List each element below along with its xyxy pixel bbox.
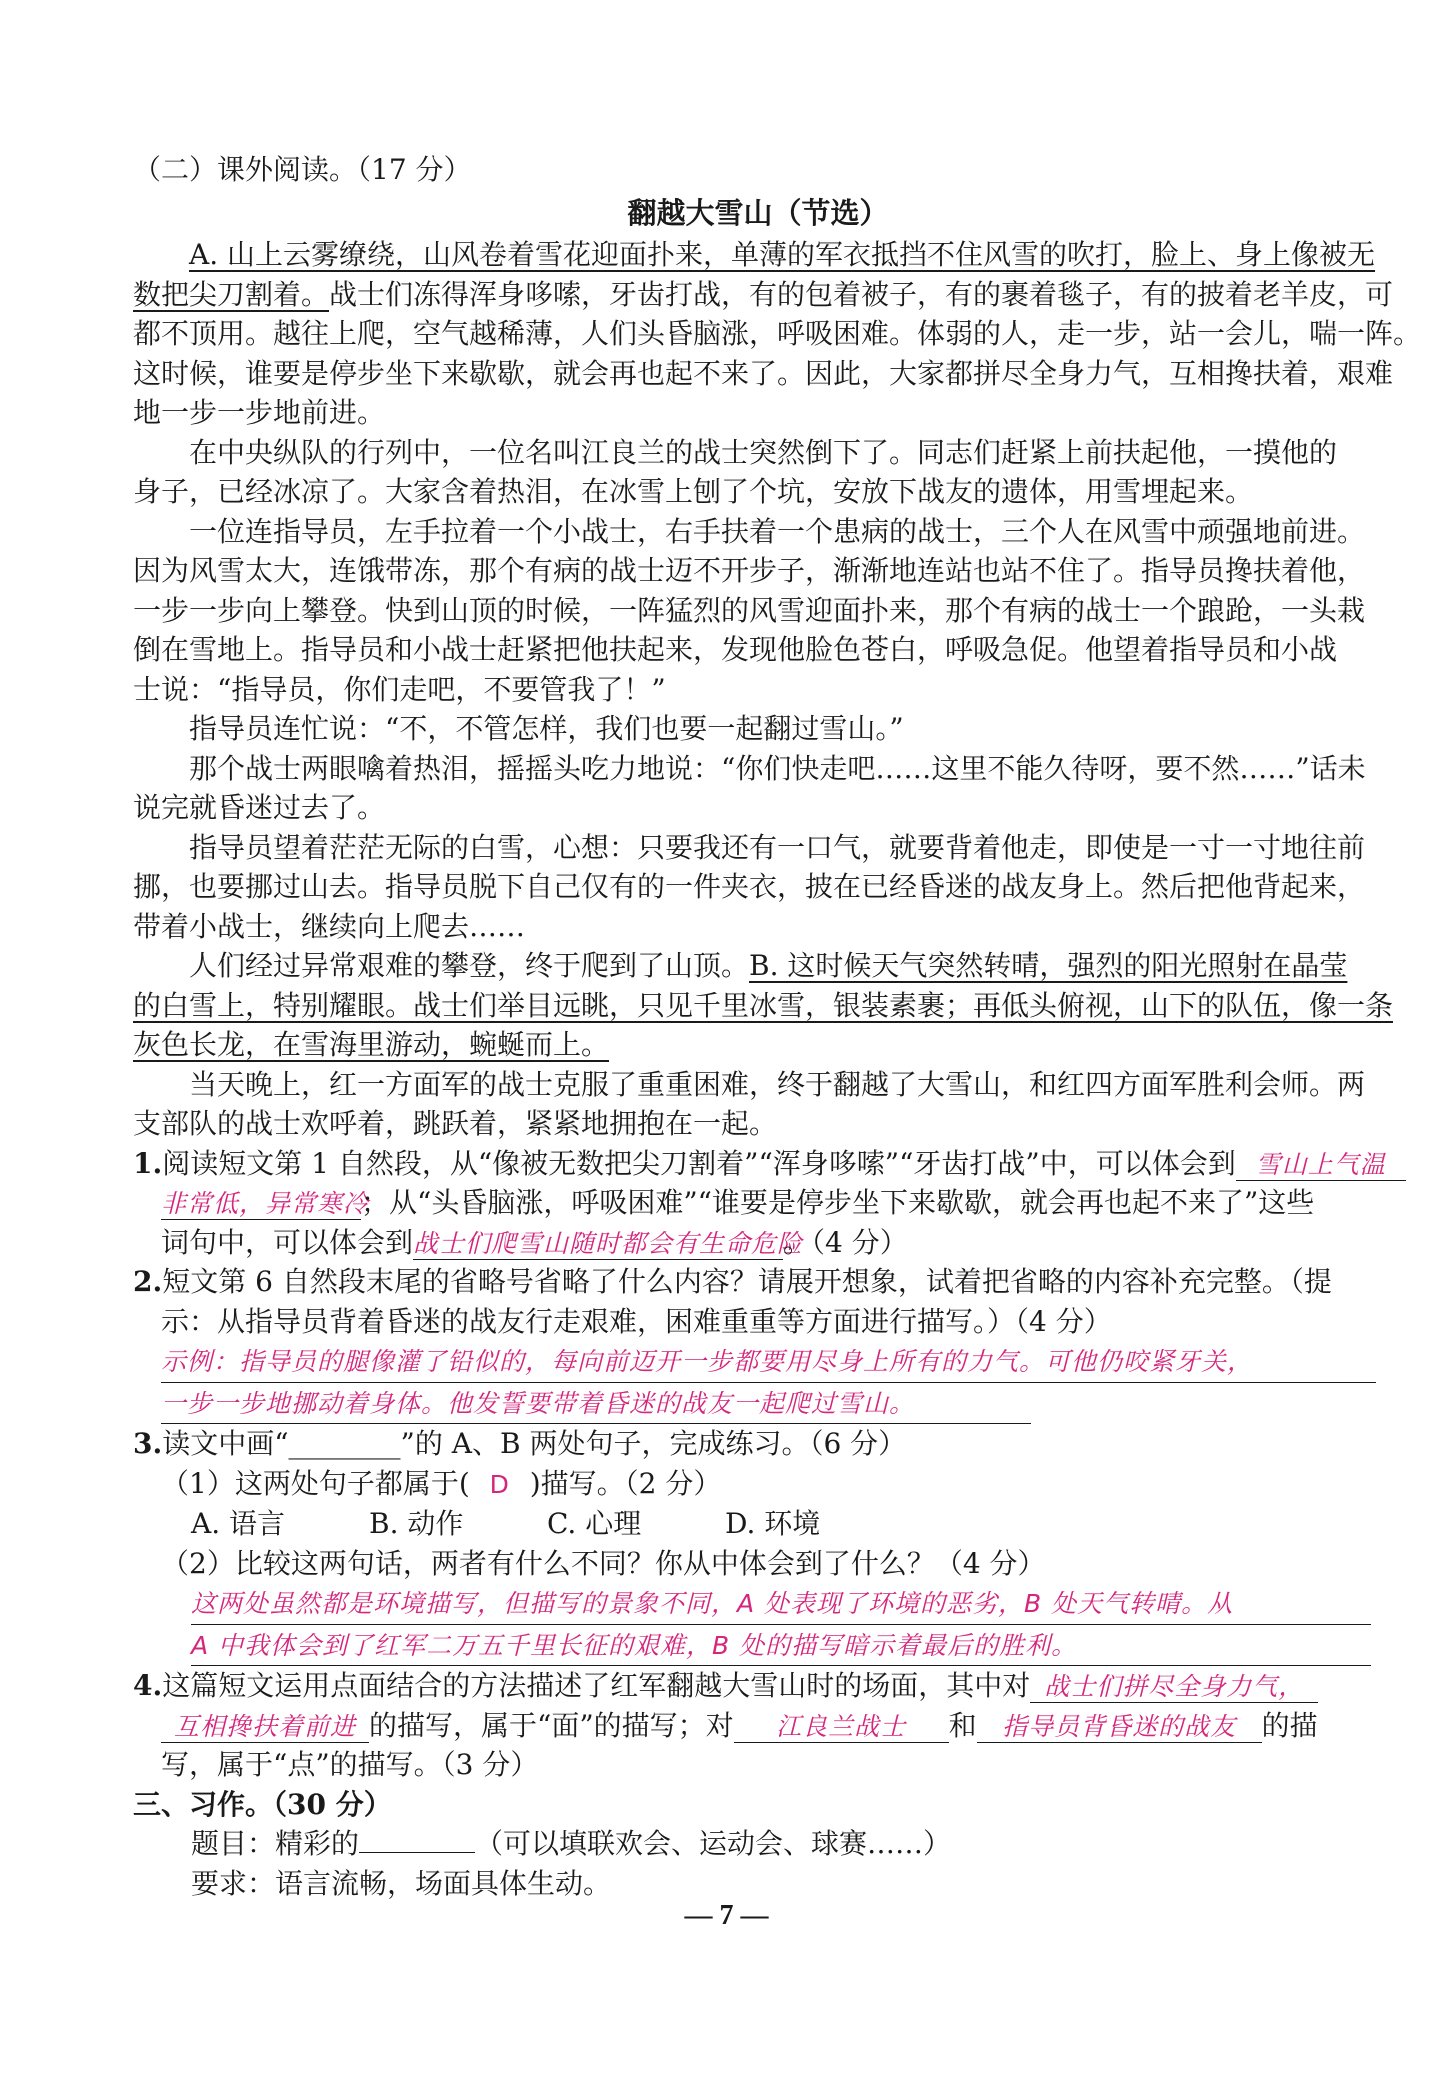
question-2-number: 2. <box>133 1265 163 1298</box>
question-1 <box>133 1144 1386 1184</box>
passage-p3-line2: 因为风雪太大，连饿带冻，那个有病的战士迈不开步子，渐渐地连站也站不住了。指导员搀扶着他， <box>133 554 1366 587</box>
question-4-number: 4. <box>133 1669 163 1702</box>
question-4-text-e: 写，属于“点”的描写。（3 分） <box>161 1748 539 1781</box>
passage-p7-line3: 灰色长龙，在雪海里游动，蜿蜒而上。 <box>133 1028 610 1061</box>
passage-p3-line4: 倒在雪地上。指导员和小战士赶紧把他扶起来，发现他脸色苍白，呼吸急促。他望着指导员和小战 <box>133 633 1338 666</box>
passage-p3-line1: 一位连指导员，左手拉着一个小战士，右手扶着一个患病的战士，三个人在风雪中顽强地前进。 <box>189 514 1366 548</box>
passage-p5-line1: 那个战士两眼噙着热泪，摇摇头吃力地说：“你们快走吧……这里不能久待呀，要不然……”话未 <box>189 751 1366 785</box>
question-3-sub2: （2）比较这两句话，两者有什么不同？你从中体会到了什么？（4 分） <box>161 1546 1046 1580</box>
option-c: C. 心理 <box>547 1507 642 1540</box>
question-2-text-a: 短文第 6 自然段末尾的省略号省略了什么内容？请展开想象，试着把省略的内容补充完整。（提 <box>162 1265 1332 1298</box>
passage-p8-line2: 支部队的战士欢呼着，跳跃着，紧紧地拥抱在一起。 <box>133 1107 778 1140</box>
passage-p1-line5: 地一步一步地前进。 <box>133 396 386 429</box>
passage-p2-line2: 身子，已经冰凉了。大家含着热泪，在冰雪上刨了个坑，安放下战友的遗体，用雪埋起来。 <box>133 475 1254 508</box>
option-a: A. 语言 <box>191 1507 286 1540</box>
question-4-answer-b[interactable]: 江良兰战士 <box>734 1712 949 1743</box>
passage-p7-line1: 人们经过异常艰难的攀登，终于爬到了山顶。 <box>189 949 750 982</box>
passage-p4: 指导员连忙说：“不，不管怎样，我们也要一起翻过雪山。” <box>189 712 904 745</box>
question-4-text-a: 这篇短文运用点面结合的方法描述了红军翻越大雪山时的场面，其中对 <box>162 1669 1031 1702</box>
writing-topic-label: 题目：精彩的 <box>191 1827 360 1860</box>
passage-p6-line3: 带着小战士，继续向上爬去…… <box>133 909 526 943</box>
section-heading: （二）课外阅读。（17 分） <box>133 153 472 186</box>
question-2-answer-line1[interactable]: 示例：指导员的腿像灌了铅似的，每向前迈开一步都要用尽身上所有的力气。可他仍咬紧牙关， <box>161 1342 1376 1383</box>
question-3-sub2-answer-line2[interactable]: A 中我体会到了红军二万五千里长征的艰难，B 处的描写暗示着最后的胜利。 <box>191 1626 1371 1667</box>
passage-title: 翻越大雪山（节选） <box>627 195 889 230</box>
passage-p1-line4: 这时候，谁要是停步坐下来歇歇，就会再也起不来了。因此，大家都拼尽全身力气，互相搀扶着，艰难 <box>133 356 1394 390</box>
passage-p3-line5: 士说：“指导员，你们走吧，不要管我了！” <box>133 672 666 706</box>
question-4-answer-a2[interactable]: 互相搀扶着前进 <box>161 1712 369 1743</box>
passage-p8-line1: 当天晚上，红一方面军的战士克服了重重困难，终于翻越了大雪山，和红四方面军胜利会师。两 <box>189 1067 1366 1101</box>
question-4 <box>133 1666 1383 1706</box>
question-3-sub1-text-b: )描写。（2 分） <box>529 1466 722 1500</box>
page-number: — 7 — <box>684 1900 769 1931</box>
passage-p1-line3: 都不顶用。越往上爬，空气越稀薄，人们头昏脑涨，呼吸困难。体弱的人，走一步，站一会儿，喘一阵。 <box>133 317 1422 350</box>
passage-p1-line1: A. 山上云雾缭绕，山风卷着雪花迎面扑来，单薄的军衣抵挡不住风雪的吹打，脸上、身上像被无 <box>189 238 1376 271</box>
passage-p6-line2: 挪，也要挪过山去。指导员脱下自己仅有的一件夹衣，披在已经昏迷的战友身上。然后把他背起来， <box>133 870 1366 903</box>
question-1-text-c: 词句中，可以体会到 <box>161 1225 414 1259</box>
writing-requirement: 要求：语言流畅，场面具体生动。 <box>191 1866 612 1900</box>
question-2-answer-line2[interactable]: 一步一步地挪动着身体。他发誓要带着昏迷的战友一起爬过雪山。 <box>161 1384 1031 1425</box>
question-1-answer-b[interactable]: 战士们爬雪山随时都会有生命危险 <box>413 1228 804 1258</box>
passage-p2-line1: 在中央纵队的行列中，一位名叫江良兰的战士突然倒下了。同志们赶紧上前扶起他，一摸他的 <box>189 435 1338 469</box>
question-3-text: 读文中画“________”的 A、B 两处句子，完成练习。（6 分） <box>162 1427 907 1460</box>
question-1-text-a: 阅读短文第 1 自然段，从“像被无数把尖刀割着”“浑身哆嗦”“牙齿打战”中，可以体会到 <box>162 1146 1236 1180</box>
passage-p7-underlined-start: B. 这时候天气突然转晴，强烈的阳光照射在晶莹 <box>749 949 1348 982</box>
question-3-sub2-answer-line1[interactable]: 这两处虽然都是环境描写，但描写的景象不同，A 处表现了环境的恶劣，B 处天气转晴。从 <box>191 1584 1371 1625</box>
writing-heading: 三、习作。（30 分） <box>133 1787 392 1821</box>
option-d: D. 环境 <box>725 1507 821 1540</box>
writing-topic-blank[interactable] <box>359 1852 475 1853</box>
passage-p5-line2: 说完就昏迷过去了。 <box>133 791 386 824</box>
question-1-text-b: ；从“头昏脑涨，呼吸困难”“谁要是停步坐下来歇歇，就会再也起不来了”这些 <box>361 1186 1315 1219</box>
question-3-sub1-answer[interactable]: D <box>489 1469 510 1499</box>
question-3-number: 3. <box>133 1427 163 1460</box>
question-3-options <box>133 1504 1383 1544</box>
question-3-sub1-text-a: （1）这两处句子都属于( <box>161 1466 470 1500</box>
question-1-text-d: 。（4 分） <box>783 1225 908 1259</box>
worksheet-page <box>133 150 1422 1903</box>
question-1-answer-a2[interactable]: 非常低，异常寒冷 <box>161 1189 370 1218</box>
question-1-number: 1. <box>133 1146 163 1180</box>
question-3 <box>133 1424 1383 1464</box>
passage-p7-line2: 的白雪上，特别耀眼。战士们举目远眺，只见千里冰雪，银装素裹；再低头俯视，山下的队伍，像一条 <box>133 988 1394 1022</box>
passage-p3-line3: 一步一步向上攀登。快到山顶的时候，一阵猛烈的风雪迎面扑来，那个有病的战士一个踉跄，一头栽 <box>133 593 1366 627</box>
question-1-answer-a1[interactable]: 雪山上气温 <box>1236 1150 1406 1181</box>
question-2 <box>133 1262 1383 1302</box>
writing-topic-hint: （可以填联欢会、运动会、球赛……） <box>475 1827 952 1860</box>
passage-p1-underlined-end: 数把尖刀割着。 <box>133 277 330 311</box>
question-2-text-b: 示：从指导员背着昏迷的战友行走艰难，困难重重等方面进行描写。）（4 分） <box>161 1304 1112 1338</box>
question-4-text-c: 和 <box>948 1708 977 1742</box>
question-4-answer-a1[interactable]: 战士们拼尽全身力气， <box>1030 1672 1318 1703</box>
passage-p6-line1: 指导员望着茫茫无际的白雪，心想：只要我还有一口气，就要背着他走，即使是一寸一寸地往前 <box>189 830 1366 864</box>
question-4-answer-c[interactable]: 指导员背昏迷的战友 <box>977 1712 1262 1743</box>
passage-p1-line2: 战士们冻得浑身哆嗦，牙齿打战，有的包着被子，有的裹着毯子，有的披着老羊皮，可 <box>329 277 1394 311</box>
option-b: B. 动作 <box>369 1507 464 1540</box>
question-4-text-b: 的描写，属于“面”的描写；对 <box>369 1708 734 1742</box>
question-4-text-d: 的描 <box>1261 1708 1318 1742</box>
